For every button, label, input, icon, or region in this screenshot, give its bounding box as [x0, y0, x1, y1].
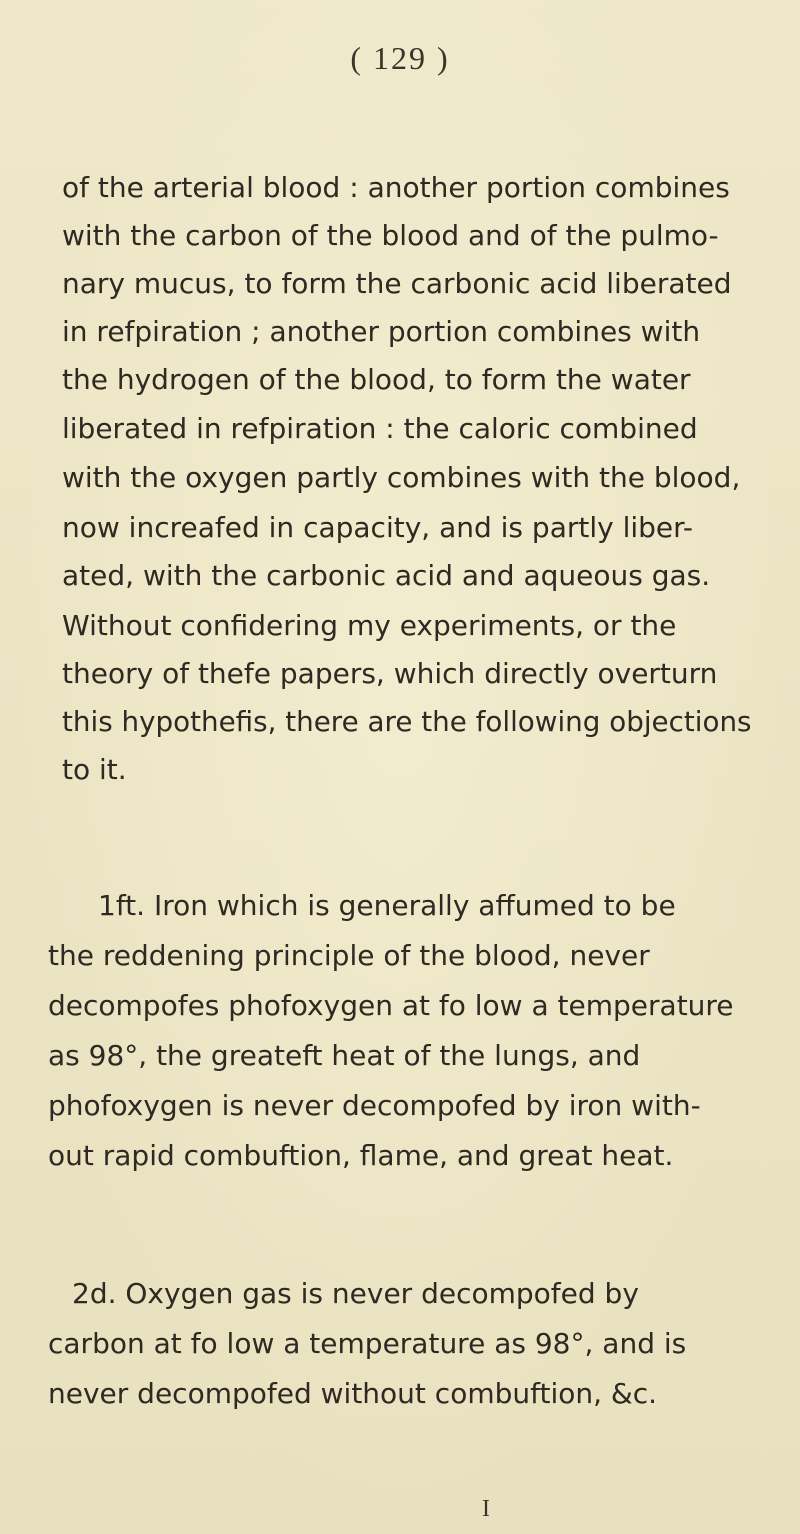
text-line: liberated in refpiration : the caloric combined	[62, 412, 698, 445]
text-line: nary mucus, to form the carbonic acid liberated	[62, 267, 732, 300]
text-line: decompofes phofoxygen at fo low a temperature	[48, 989, 734, 1022]
text-line: the reddening principle of the blood, never	[48, 939, 650, 972]
text-line: 2d. Oxygen gas is never decompofed by	[72, 1277, 639, 1310]
text-line: Without confidering my experiments, or the	[62, 609, 677, 642]
text-line: this hypothefis, there are the following objections	[62, 705, 752, 738]
page-number: ( 129 )	[350, 40, 450, 76]
text-line: ated, with the carbonic acid and aqueous gas.	[62, 559, 711, 592]
text-line: theory of thefe papers, which directly overturn	[62, 657, 718, 690]
text-line: 1ft. Iron which is generally affumed to be	[98, 889, 676, 922]
text-line: phofoxygen is never decompofed by iron with-	[48, 1089, 701, 1122]
text-line: as 98°, the greateft heat of the lungs, and	[48, 1039, 641, 1072]
text-line: the hydrogen of the blood, to form the water	[62, 363, 691, 396]
catchword: I	[482, 1496, 490, 1522]
text-line: with the oxygen partly combines with the blood,	[62, 461, 741, 494]
text-line: now increafed in capacity, and is partly liber-	[62, 511, 693, 544]
text-line: out rapid combuftion, flame, and great heat.	[48, 1139, 674, 1172]
text-line: never decompofed without combuftion, &c.	[48, 1377, 658, 1410]
text-line: of the arterial blood : another portion combines	[62, 171, 730, 204]
text-line: to it.	[62, 753, 127, 786]
text-line: with the carbon of the blood and of the pulmo-	[62, 219, 719, 252]
text-line: carbon at fo low a temperature as 98°, and is	[48, 1327, 687, 1360]
text-line: in refpiration ; another portion combines with	[62, 315, 701, 348]
